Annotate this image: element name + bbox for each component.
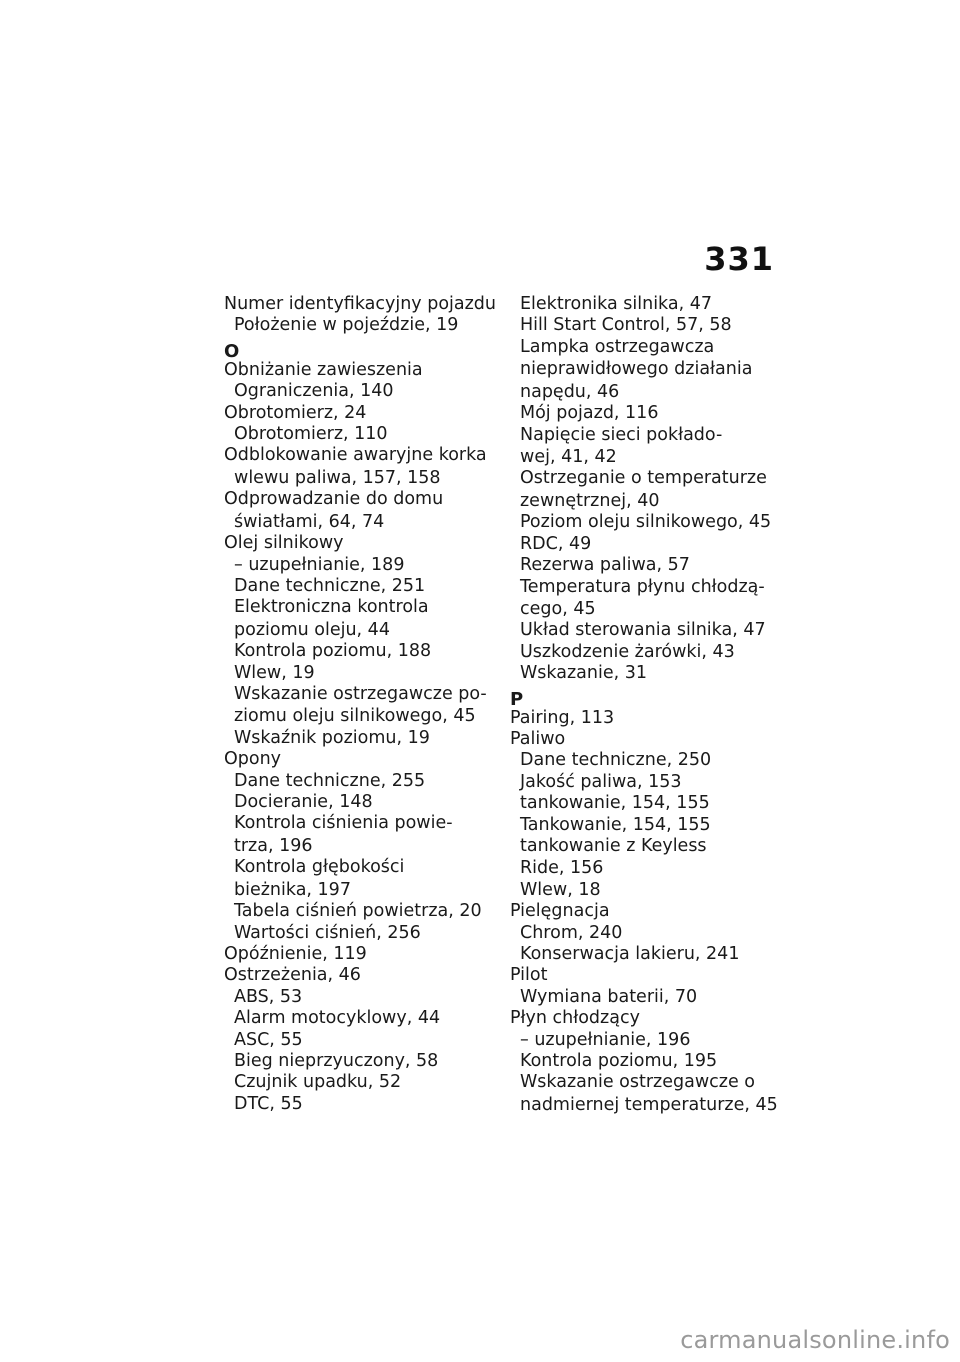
index-subentry: Wskazanie ostrzegawcze po- <box>234 683 487 704</box>
index-entry: Obrotomierz, 24 <box>224 402 367 423</box>
index-subentry: Chrom, 240 <box>520 922 623 943</box>
index-subentry: Rezerwa paliwa, 57 <box>520 555 690 576</box>
index-subentry-continuation: Ride, 156 <box>520 858 604 879</box>
index-subentry: Kontrola głębokości <box>234 857 405 878</box>
index-entry: Odprowadzanie do domu <box>224 489 444 510</box>
index-subentry: Obrotomierz, 110 <box>234 423 388 444</box>
index-entry: Obniżanie zawieszenia <box>224 359 423 380</box>
index-entry: Opóźnienie, 119 <box>224 943 367 964</box>
index-subentry: Dane techniczne, 250 <box>520 750 712 771</box>
index-subentry: RDC, 49 <box>520 533 592 554</box>
index-subentry: tankowanie z Keyless <box>520 835 707 856</box>
index-section-letter: P <box>510 688 524 710</box>
index-subentry: Kontrola ciśnienia powie- <box>234 813 453 834</box>
index-subentry: Kontrola poziomu, 195 <box>520 1050 718 1071</box>
index-subentry-continuation: ziomu oleju silnikowego, 45 <box>234 706 476 727</box>
index-subentry: Wskazanie ostrzegawcze o <box>520 1072 755 1093</box>
index-subentry-continuation: poziomu oleju, 44 <box>234 619 390 640</box>
index-subentry: tankowanie, 154, 155 <box>520 793 710 814</box>
page-number: 331 <box>704 240 774 278</box>
index-subentry: Wskazanie, 31 <box>520 663 647 684</box>
index-subentry: Konserwacja lakieru, 241 <box>520 943 740 964</box>
index-entry: Pilot <box>510 965 548 986</box>
index-subentry: Położenie w pojeździe, 19 <box>234 315 459 336</box>
index-subentry-continuation: bieżnika, 197 <box>234 879 351 900</box>
index-subentry-continuation: wej, 41, 42 <box>520 446 617 467</box>
index-subentry: Kontrola poziomu, 188 <box>234 641 432 662</box>
index-subentry: Wartości ciśnień, 256 <box>234 922 421 943</box>
index-subentry: Poziom oleju silnikowego, 45 <box>520 512 772 533</box>
index-entry: Numer identyfikacyjny pojazdu <box>224 294 497 314</box>
index-subentry: Dane techniczne, 255 <box>234 770 426 791</box>
index-subentry: Alarm motocyklowy, 44 <box>234 1008 441 1029</box>
index-subentry: Elektroniczna kontrola <box>234 597 429 618</box>
index-entry: Pairing, 113 <box>510 707 615 728</box>
index-subentry: Wymiana baterii, 70 <box>520 986 698 1007</box>
index-subentry: Uszkodzenie żarówki, 43 <box>520 641 735 662</box>
index-subentry: Napięcie sieci pokłado- <box>520 424 723 445</box>
watermark: carmanualsonline.info <box>680 1326 950 1354</box>
index-subentry-continuation: napędu, 46 <box>520 381 620 402</box>
index-subentry: Elektronika silnika, 47 <box>520 294 713 314</box>
index-subentry: Ostrzeganie o temperaturze <box>520 468 767 489</box>
index-entry: Ostrzeżenia, 46 <box>224 965 361 986</box>
index-subentry: Bieg nieprzyuczony, 58 <box>234 1050 439 1071</box>
index-subentry-continuation: trza, 196 <box>234 835 313 856</box>
index-subentry: Temperatura płynu chłodzą- <box>520 576 765 597</box>
index-subentry: Czujnik upadku, 52 <box>234 1072 402 1093</box>
index-subentry: – uzupełnianie, 196 <box>520 1029 691 1050</box>
index-subentry-continuation: światłami, 64, 74 <box>234 511 385 532</box>
index-subentry: Wskaźnik poziomu, 19 <box>234 727 430 748</box>
index-subentry: Mój pojazd, 116 <box>520 403 659 424</box>
index-subentry: ASC, 55 <box>234 1029 303 1050</box>
index-entry: Płyn chłodzący <box>510 1008 640 1029</box>
index-entry: Olej silnikowy <box>224 533 344 554</box>
index-column-right <box>510 294 780 1116</box>
index-entry: Pielęgnacja <box>510 901 610 922</box>
index-subentry-continuation: wlewu paliwa, 157, 158 <box>234 467 441 488</box>
index-subentry: Lampka ostrzegawcza <box>520 336 715 357</box>
index-subentry: Ograniczenia, 140 <box>234 381 394 402</box>
index-section-letter: O <box>224 340 240 362</box>
index-subentry-continuation: cego, 45 <box>520 598 596 619</box>
index-subentry: Tankowanie, 154, 155 <box>520 814 711 835</box>
index-entry: Paliwo <box>510 728 566 749</box>
index-subentry-continuation: nadmiernej temperaturze, 45 <box>520 1094 778 1115</box>
index-subentry: ABS, 53 <box>234 986 303 1007</box>
index-subentry: Docieranie, 148 <box>234 792 373 813</box>
index-subentry: Wlew, 19 <box>234 662 315 683</box>
index-subentry-continuation: zewnętrznej, 40 <box>520 490 660 511</box>
index-column-left <box>224 294 497 1115</box>
index-subentry-continuation: nieprawidłowego działania <box>520 359 753 380</box>
index-subentry: DTC, 55 <box>234 1093 303 1114</box>
index-entry: Odblokowanie awaryjne korka <box>224 445 487 466</box>
index-subentry: Hill Start Control, 57, 58 <box>520 315 732 336</box>
index-subentry: – uzupełnianie, 189 <box>234 554 405 575</box>
index-subentry: Układ sterowania silnika, 47 <box>520 620 766 641</box>
index-subentry: Tabela ciśnień powietrza, 20 <box>234 901 482 922</box>
index-subentry: Jakość paliwa, 153 <box>520 771 682 792</box>
index-subentry: Wlew, 18 <box>520 879 601 900</box>
index-entry: Opony <box>224 749 282 770</box>
index-subentry: Dane techniczne, 251 <box>234 575 426 596</box>
